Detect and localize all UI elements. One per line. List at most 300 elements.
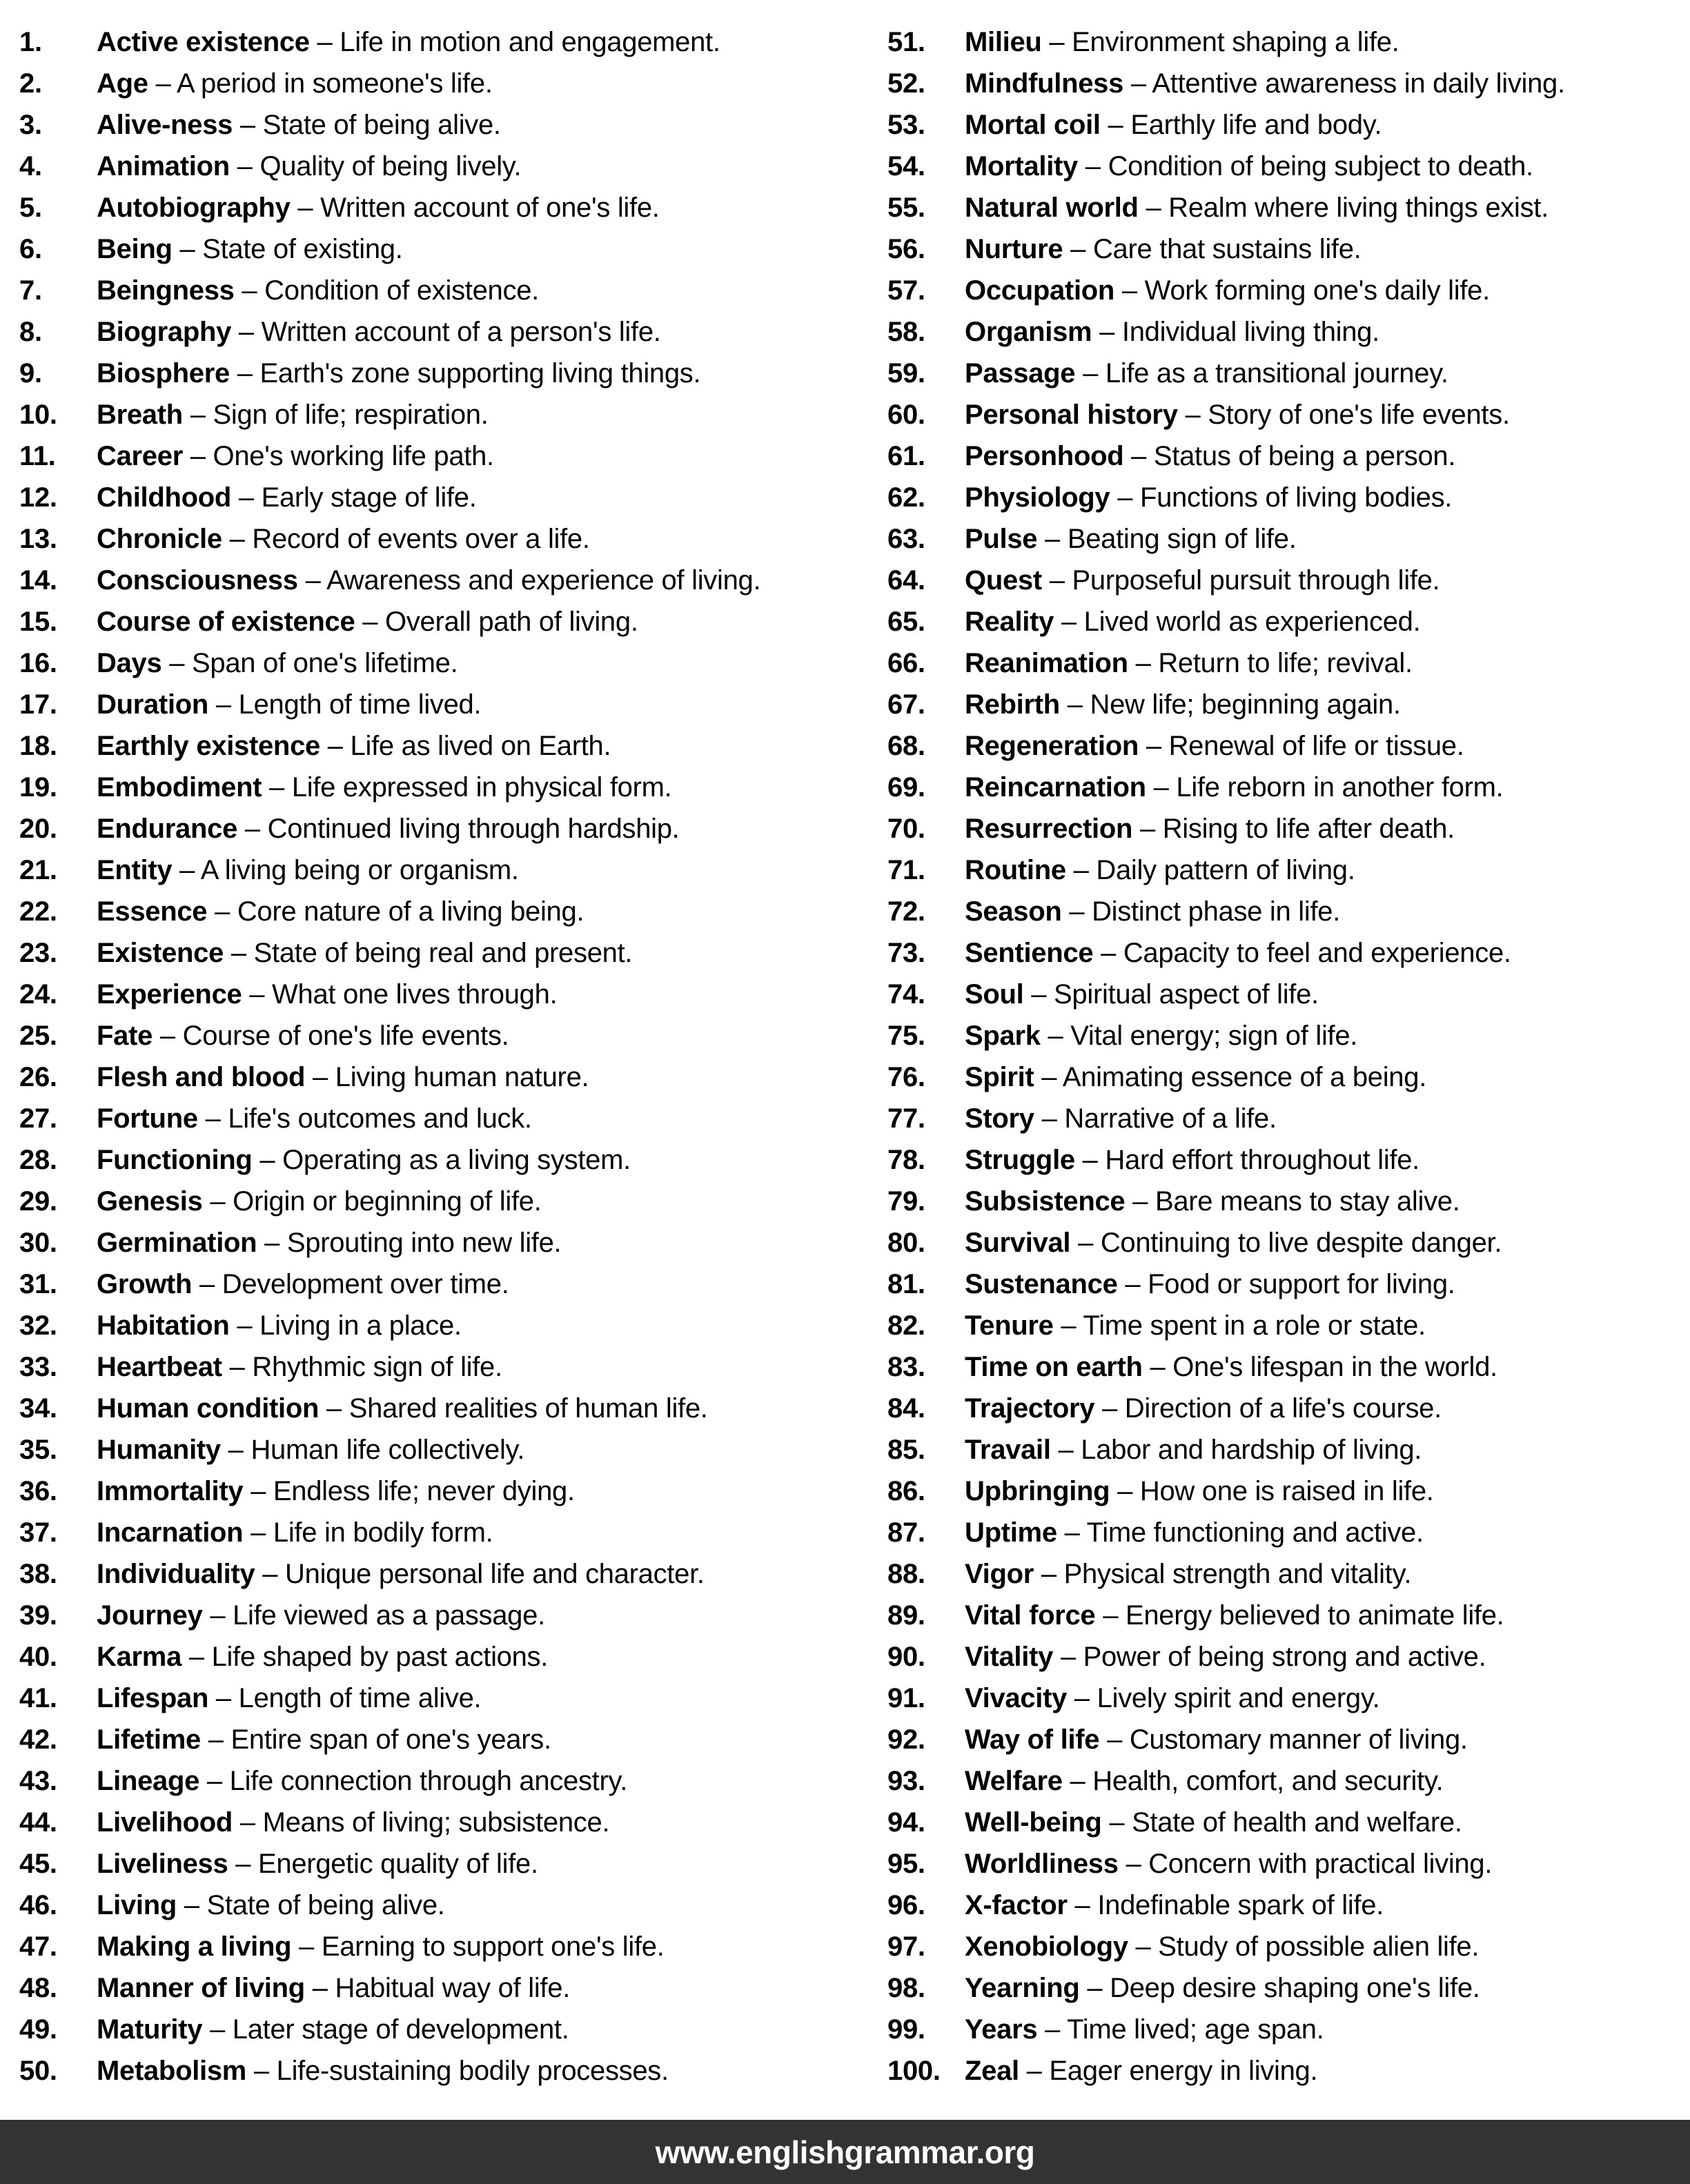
item-term: Functioning bbox=[97, 1145, 253, 1175]
item-text bbox=[965, 974, 1319, 1015]
item-term: Sustenance bbox=[965, 1269, 1118, 1299]
item-text bbox=[97, 1761, 627, 1802]
item-separator: – bbox=[202, 1186, 233, 1217]
item-separator: – bbox=[309, 27, 340, 57]
list-item bbox=[887, 519, 1690, 560]
item-term: Human condition bbox=[97, 1393, 320, 1424]
item-text bbox=[97, 1181, 542, 1222]
item-definition: Length of time lived. bbox=[238, 689, 482, 720]
item-text bbox=[97, 270, 539, 311]
item-term: Milieu bbox=[965, 27, 1042, 57]
item-number: 69. bbox=[887, 772, 925, 803]
item-definition: Functions of living bodies. bbox=[1139, 482, 1453, 513]
item-number: 2. bbox=[19, 68, 42, 99]
item-text bbox=[965, 1802, 1462, 1843]
item-definition: Attentive awareness in daily living. bbox=[1152, 68, 1565, 99]
item-text bbox=[965, 602, 1420, 642]
item-number: 93. bbox=[887, 1766, 925, 1796]
item-separator: – bbox=[197, 1103, 228, 1134]
item-separator: – bbox=[1128, 648, 1159, 678]
item-separator: – bbox=[1138, 193, 1169, 223]
list-item bbox=[19, 892, 845, 933]
item-definition: Eager energy in living. bbox=[1049, 2056, 1318, 2086]
item-text bbox=[97, 146, 521, 187]
item-number: 29. bbox=[19, 1186, 57, 1217]
item-term: Making a living bbox=[97, 1931, 292, 1962]
item-definition: Environment shaping a life. bbox=[1072, 27, 1399, 57]
item-term: Essence bbox=[97, 896, 208, 927]
item-definition: Earth's zone supporting living things. bbox=[259, 358, 701, 388]
item-definition: Vital energy; sign of life. bbox=[1070, 1021, 1358, 1051]
item-definition: A period in someone's life. bbox=[177, 68, 493, 99]
item-separator: – bbox=[182, 400, 213, 430]
item-definition: Overall path of living. bbox=[385, 607, 638, 637]
item-definition: Energetic quality of life. bbox=[258, 1849, 538, 1879]
list-item bbox=[19, 1844, 845, 1885]
item-term: Trajectory bbox=[965, 1393, 1095, 1424]
item-term: Active existence bbox=[97, 27, 310, 57]
list-item bbox=[887, 643, 1690, 685]
list-item bbox=[19, 22, 845, 63]
item-definition: Later stage of development. bbox=[232, 2014, 569, 2045]
item-number: 72. bbox=[887, 896, 925, 927]
list-item bbox=[887, 1720, 1690, 1761]
item-separator: – bbox=[1110, 1476, 1140, 1506]
item-separator: – bbox=[1117, 1269, 1148, 1299]
item-number: 50. bbox=[19, 2056, 57, 2086]
item-number: 70. bbox=[887, 814, 925, 844]
item-term: X-factor bbox=[965, 1890, 1068, 1920]
item-number: 12. bbox=[19, 482, 57, 513]
item-separator: – bbox=[161, 648, 193, 678]
item-text bbox=[97, 892, 584, 932]
item-number: 16. bbox=[19, 648, 57, 678]
item-definition: Work forming one's daily life. bbox=[1144, 275, 1490, 306]
item-term: Growth bbox=[97, 1269, 193, 1299]
item-separator: – bbox=[255, 1559, 286, 1589]
list-item bbox=[887, 105, 1690, 146]
item-definition: Study of possible alien life. bbox=[1158, 1931, 1480, 1962]
item-number: 27. bbox=[19, 1103, 57, 1134]
item-separator: – bbox=[199, 1766, 230, 1796]
item-separator: – bbox=[355, 607, 386, 637]
list-item bbox=[887, 1761, 1690, 1802]
item-term: Yearning bbox=[965, 1973, 1080, 2003]
list-item bbox=[887, 1016, 1690, 1057]
item-text bbox=[965, 892, 1340, 932]
item-text bbox=[965, 188, 1549, 228]
item-term: Animation bbox=[97, 151, 230, 181]
item-text bbox=[965, 519, 1297, 560]
item-separator: – bbox=[1067, 1890, 1098, 1920]
item-text bbox=[965, 809, 1455, 849]
list-item bbox=[887, 1181, 1690, 1223]
list-item bbox=[887, 933, 1690, 974]
item-separator: – bbox=[1037, 2014, 1068, 2045]
list-item bbox=[19, 1306, 845, 1347]
list-item bbox=[19, 974, 845, 1016]
item-definition: Rhythmic sign of life. bbox=[252, 1352, 502, 1382]
item-number: 45. bbox=[19, 1849, 57, 1879]
item-number: 91. bbox=[887, 1683, 925, 1713]
list-item bbox=[19, 519, 845, 560]
item-number: 66. bbox=[887, 648, 925, 678]
item-definition: One's working life path. bbox=[213, 441, 494, 471]
item-number: 9. bbox=[19, 358, 42, 388]
item-separator: – bbox=[1070, 1228, 1101, 1258]
item-separator: – bbox=[1067, 1683, 1097, 1713]
item-number: 89. bbox=[887, 1600, 925, 1631]
item-number: 30. bbox=[19, 1228, 57, 1258]
item-term: Biography bbox=[97, 317, 232, 347]
item-text bbox=[965, 1637, 1486, 1678]
item-separator: – bbox=[192, 1269, 222, 1299]
list-item bbox=[19, 1802, 845, 1844]
item-text bbox=[965, 1223, 1502, 1263]
item-definition: State of being alive. bbox=[262, 110, 501, 140]
item-number: 49. bbox=[19, 2014, 57, 2045]
item-separator: – bbox=[1099, 1724, 1130, 1755]
item-term: Quest bbox=[965, 565, 1042, 596]
item-term: Beingness bbox=[97, 275, 235, 306]
list-item bbox=[19, 602, 845, 643]
list-item bbox=[19, 643, 845, 685]
item-text bbox=[97, 395, 489, 435]
item-term: Subsistence bbox=[965, 1186, 1126, 1217]
list-item bbox=[887, 1099, 1690, 1140]
list-item bbox=[19, 560, 845, 602]
item-number: 98. bbox=[887, 1973, 925, 2003]
item-text bbox=[97, 726, 611, 767]
list-item bbox=[19, 1140, 845, 1181]
list-item bbox=[19, 1761, 845, 1802]
item-number: 1. bbox=[19, 27, 42, 57]
item-term: Welfare bbox=[965, 1766, 1063, 1796]
item-definition: Labor and hardship of living. bbox=[1081, 1435, 1422, 1465]
item-text bbox=[965, 1430, 1422, 1470]
item-definition: Span of one's lifetime. bbox=[192, 648, 458, 678]
item-definition: Core nature of a living being. bbox=[237, 896, 584, 927]
item-definition: Time functioning and active. bbox=[1086, 1517, 1424, 1548]
item-term: Nurture bbox=[965, 234, 1063, 264]
item-number: 20. bbox=[19, 814, 57, 844]
item-term: Occupation bbox=[965, 275, 1115, 306]
item-separator: – bbox=[1053, 1310, 1083, 1341]
item-text bbox=[97, 1513, 493, 1553]
item-definition: Continued living through hardship. bbox=[267, 814, 680, 844]
list-item bbox=[19, 353, 845, 395]
item-term: Well-being bbox=[965, 1807, 1102, 1838]
item-separator: – bbox=[222, 1352, 253, 1382]
item-separator: – bbox=[1114, 275, 1145, 306]
item-separator: – bbox=[229, 358, 260, 388]
item-term: Embodiment bbox=[97, 772, 262, 803]
item-definition: Life connection through ancestry. bbox=[229, 1766, 628, 1796]
item-text bbox=[965, 1554, 1411, 1595]
item-term: Age bbox=[97, 68, 148, 99]
item-text bbox=[97, 1471, 575, 1512]
list-column-right bbox=[845, 22, 1690, 2092]
item-separator: – bbox=[202, 2014, 233, 2045]
item-term: Breath bbox=[97, 400, 183, 430]
item-separator: – bbox=[243, 1517, 273, 1548]
item-text bbox=[965, 22, 1399, 63]
item-definition: Rising to life after death. bbox=[1162, 814, 1455, 844]
item-separator: – bbox=[222, 524, 253, 554]
item-term: Incarnation bbox=[97, 1517, 244, 1548]
item-definition: Life as a transitional journey. bbox=[1105, 358, 1448, 388]
item-separator: – bbox=[1053, 1642, 1083, 1672]
item-term: Maturity bbox=[97, 2014, 203, 2045]
item-term: Years bbox=[965, 2014, 1038, 2045]
item-separator: – bbox=[320, 731, 351, 761]
list-item bbox=[19, 933, 845, 974]
item-term: Alive-ness bbox=[97, 110, 233, 140]
item-text bbox=[965, 1471, 1434, 1512]
list-item bbox=[19, 767, 845, 809]
item-text bbox=[965, 1388, 1442, 1429]
item-definition: Concern with practical living. bbox=[1148, 1849, 1493, 1879]
item-number: 43. bbox=[19, 1766, 57, 1796]
item-separator: – bbox=[262, 772, 292, 803]
item-term: Biosphere bbox=[97, 358, 230, 388]
item-text bbox=[97, 1554, 705, 1595]
item-number: 80. bbox=[887, 1228, 925, 1258]
item-number: 100. bbox=[887, 2056, 941, 2086]
item-separator: – bbox=[153, 1021, 183, 1051]
item-definition: State of being real and present. bbox=[253, 938, 633, 968]
item-number: 74. bbox=[887, 979, 925, 1010]
list-column-left bbox=[0, 22, 845, 2092]
item-number: 90. bbox=[887, 1642, 925, 1672]
item-text bbox=[965, 1968, 1480, 2009]
item-term: Reanimation bbox=[965, 648, 1128, 678]
item-text bbox=[97, 105, 501, 146]
item-text bbox=[97, 519, 590, 560]
item-text bbox=[97, 1968, 570, 2009]
item-number: 81. bbox=[887, 1269, 925, 1299]
list-item bbox=[19, 436, 845, 478]
list-item bbox=[887, 1513, 1690, 1554]
item-text bbox=[97, 809, 679, 849]
list-item bbox=[887, 2009, 1690, 2051]
item-text bbox=[97, 1637, 548, 1678]
item-text bbox=[97, 1844, 538, 1885]
item-number: 95. bbox=[887, 1849, 925, 1879]
list-item bbox=[19, 105, 845, 146]
item-text bbox=[97, 1099, 532, 1139]
item-number: 53. bbox=[887, 110, 925, 140]
item-text bbox=[965, 726, 1464, 767]
item-number: 6. bbox=[19, 234, 42, 264]
item-number: 73. bbox=[887, 938, 925, 968]
item-text bbox=[97, 1264, 509, 1305]
item-number: 7. bbox=[19, 275, 42, 306]
item-separator: – bbox=[291, 1931, 322, 1962]
item-separator: – bbox=[1142, 1352, 1173, 1382]
item-number: 75. bbox=[887, 1021, 925, 1051]
list-item bbox=[19, 809, 845, 850]
item-term: Routine bbox=[965, 855, 1066, 885]
item-number: 5. bbox=[19, 193, 42, 223]
item-number: 38. bbox=[19, 1559, 57, 1589]
list-item bbox=[19, 1347, 845, 1388]
item-text bbox=[965, 270, 1490, 311]
item-term: Mindfulness bbox=[965, 68, 1124, 99]
item-number: 57. bbox=[887, 275, 925, 306]
list-item bbox=[887, 436, 1690, 478]
item-separator: – bbox=[181, 1642, 212, 1672]
item-number: 56. bbox=[887, 234, 925, 264]
item-separator: – bbox=[1034, 1062, 1063, 1092]
item-definition: Time lived; age span. bbox=[1067, 2014, 1324, 2045]
item-definition: Length of time alive. bbox=[238, 1683, 482, 1713]
item-definition: Human life collectively. bbox=[250, 1435, 525, 1465]
item-number: 52. bbox=[887, 68, 925, 99]
item-separator: – bbox=[1092, 317, 1122, 347]
item-definition: Return to life; revival. bbox=[1158, 648, 1413, 678]
item-separator: – bbox=[1101, 1807, 1132, 1838]
item-text bbox=[97, 436, 494, 477]
item-separator: – bbox=[297, 565, 327, 596]
item-text bbox=[965, 105, 1382, 146]
list-item bbox=[19, 1430, 845, 1471]
item-term: Rebirth bbox=[965, 689, 1060, 720]
item-definition: Life expressed in physical form. bbox=[291, 772, 672, 803]
list-item bbox=[19, 1554, 845, 1595]
list-item bbox=[887, 892, 1690, 933]
item-text bbox=[965, 1720, 1468, 1760]
item-separator: – bbox=[1100, 110, 1131, 140]
item-number: 59. bbox=[887, 358, 925, 388]
item-term: Xenobiology bbox=[965, 1931, 1128, 1962]
item-definition: Bare means to stay alive. bbox=[1154, 1186, 1460, 1217]
item-text bbox=[965, 685, 1401, 725]
item-definition: Physical strength and vitality. bbox=[1063, 1559, 1412, 1589]
item-definition: Spiritual aspect of life. bbox=[1054, 979, 1319, 1010]
list-item bbox=[19, 229, 845, 270]
item-text bbox=[97, 643, 458, 684]
item-text bbox=[97, 1223, 561, 1263]
item-text bbox=[965, 63, 1565, 104]
item-separator: – bbox=[1040, 1021, 1071, 1051]
item-term: Uptime bbox=[965, 1517, 1057, 1548]
item-separator: – bbox=[1123, 441, 1154, 471]
item-definition: A living being or organism. bbox=[200, 855, 519, 885]
item-number: 62. bbox=[887, 482, 925, 513]
list-item bbox=[887, 353, 1690, 395]
item-term: Chronicle bbox=[97, 524, 222, 554]
item-definition: Status of being a person. bbox=[1153, 441, 1456, 471]
list-item bbox=[887, 1388, 1690, 1430]
item-term: Survival bbox=[965, 1228, 1071, 1258]
item-separator: – bbox=[1074, 1145, 1106, 1175]
item-text bbox=[965, 1140, 1419, 1181]
item-definition: Life viewed as a passage. bbox=[233, 1600, 545, 1631]
item-term: Vivacity bbox=[965, 1683, 1068, 1713]
item-separator: – bbox=[304, 1973, 335, 2003]
item-definition: Life-sustaining bodily processes. bbox=[276, 2056, 669, 2086]
item-separator: – bbox=[1054, 607, 1084, 637]
item-separator: – bbox=[1146, 772, 1177, 803]
item-separator: – bbox=[207, 896, 237, 927]
list-item bbox=[887, 1223, 1690, 1264]
item-text bbox=[97, 1595, 545, 1636]
item-definition: Earning to support one's life. bbox=[321, 1931, 665, 1962]
item-separator: – bbox=[252, 1145, 283, 1175]
list-item bbox=[19, 1595, 845, 1637]
item-separator: – bbox=[237, 814, 268, 844]
item-number: 99. bbox=[887, 2014, 925, 2045]
item-text bbox=[965, 395, 1510, 435]
item-separator: – bbox=[1075, 358, 1106, 388]
item-separator: – bbox=[1063, 234, 1093, 264]
item-number: 19. bbox=[19, 772, 57, 803]
item-definition: Life in bodily form. bbox=[273, 1517, 493, 1548]
item-number: 85. bbox=[887, 1435, 925, 1465]
item-separator: – bbox=[208, 1683, 239, 1713]
item-definition: Health, comfort, and security. bbox=[1092, 1766, 1444, 1796]
item-term: Lifetime bbox=[97, 1724, 201, 1755]
list-item bbox=[887, 974, 1690, 1016]
list-item bbox=[887, 560, 1690, 602]
item-separator: – bbox=[233, 1807, 263, 1838]
item-term: Genesis bbox=[97, 1186, 203, 1217]
item-number: 11. bbox=[19, 441, 56, 471]
item-term: Course of existence bbox=[97, 607, 355, 637]
item-definition: Realm where living things exist. bbox=[1168, 193, 1549, 223]
item-term: Days bbox=[97, 648, 162, 678]
item-text bbox=[97, 229, 403, 270]
item-definition: What one lives through. bbox=[272, 979, 558, 1010]
item-text bbox=[97, 22, 720, 63]
item-term: Endurance bbox=[97, 814, 238, 844]
item-text bbox=[97, 1885, 445, 1926]
item-separator: – bbox=[1050, 1435, 1081, 1465]
item-number: 46. bbox=[19, 1890, 57, 1920]
item-text bbox=[97, 767, 671, 808]
item-separator: – bbox=[224, 938, 254, 968]
item-term: Mortal coil bbox=[965, 110, 1101, 140]
item-text bbox=[965, 436, 1455, 477]
item-term: Regeneration bbox=[965, 731, 1139, 761]
item-number: 15. bbox=[19, 607, 57, 637]
item-text bbox=[965, 1306, 1426, 1346]
item-definition: Energy believed to animate life. bbox=[1125, 1600, 1504, 1631]
item-definition: Indefinable spark of life. bbox=[1097, 1890, 1384, 1920]
item-separator: – bbox=[1094, 1393, 1125, 1424]
item-separator: – bbox=[1037, 524, 1068, 554]
item-number: 68. bbox=[887, 731, 925, 761]
item-definition: Power of being strong and active. bbox=[1083, 1642, 1486, 1672]
item-separator: – bbox=[172, 234, 203, 264]
item-definition: Awareness and experience of living. bbox=[326, 565, 761, 596]
item-term: Duration bbox=[97, 689, 209, 720]
item-text bbox=[965, 1595, 1504, 1636]
item-number: 78. bbox=[887, 1145, 925, 1175]
item-separator: – bbox=[182, 441, 213, 471]
item-term: Livelihood bbox=[97, 1807, 233, 1838]
item-term: Soul bbox=[965, 979, 1024, 1010]
item-definition: Course of one's life events. bbox=[182, 1021, 509, 1051]
item-text bbox=[97, 1927, 665, 1967]
item-separator: – bbox=[233, 110, 263, 140]
item-text bbox=[97, 1306, 462, 1346]
list-item bbox=[19, 726, 845, 767]
item-number: 8. bbox=[19, 317, 42, 347]
list-item bbox=[887, 1471, 1690, 1513]
item-term: Pulse bbox=[965, 524, 1038, 554]
